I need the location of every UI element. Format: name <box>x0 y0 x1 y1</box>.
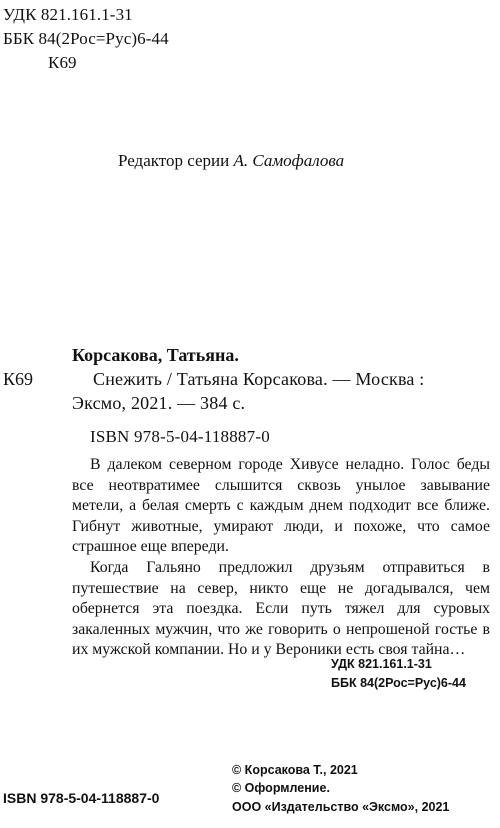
author-mark: К69 <box>48 53 77 72</box>
catalog-title-line1: Снежить / Татьяна Корсакова. — Москва : <box>93 369 425 389</box>
copyright-publisher: ООО «Издательство «Эксмо», 2021 <box>232 800 450 814</box>
annotation-paragraph-1: В далеком северном городе Хивусе неладно. Голос беды все неотвратимее слышится сквозь унылое завывание метели, а белая смерть с каждым днем подходит все ближе. Гибнут животные, умирают люди, и похоже, что самое страшное еще впереди. <box>72 456 490 556</box>
annotation-paragraph-2: Когда Гальяно предложил друзьям отправиться в путешествие на север, никто еще не догадывался, чем обернется эта поездка. Если путь тяжел для суровых закаленных мужчин, что же говорить о непрошеной гостье в их мужской компании. Но и у Вероники есть своя тайна… <box>72 558 490 659</box>
copyright-author: © Корсакова Т., 2021 <box>232 763 358 777</box>
series-editor-name: А. Самофалова <box>233 151 345 170</box>
footer-bbk: ББК 84(2Рос=Рус)6-44 <box>331 676 466 690</box>
catalog-author: Корсакова, Татьяна. <box>72 345 239 365</box>
footer-isbn: ISBN 978-5-04-118887-0 <box>3 790 160 806</box>
catalog-isbn: ISBN 978-5-04-118887-0 <box>90 427 270 446</box>
annotation <box>72 455 490 661</box>
series-editor <box>118 151 344 171</box>
bbk-code: ББК 84(2Рос=Рус)6-44 <box>3 29 169 48</box>
copyright-design: © Оформление. <box>232 781 330 795</box>
udk-code: УДК 821.161.1-31 <box>3 5 133 24</box>
footer-udk: УДК 821.161.1-31 <box>331 657 432 671</box>
catalog-author-mark: К69 <box>3 369 34 389</box>
catalog-title-line2: Эксмо, 2021. — 384 с. <box>72 393 246 413</box>
series-editor-label: Редактор серии <box>118 151 234 170</box>
